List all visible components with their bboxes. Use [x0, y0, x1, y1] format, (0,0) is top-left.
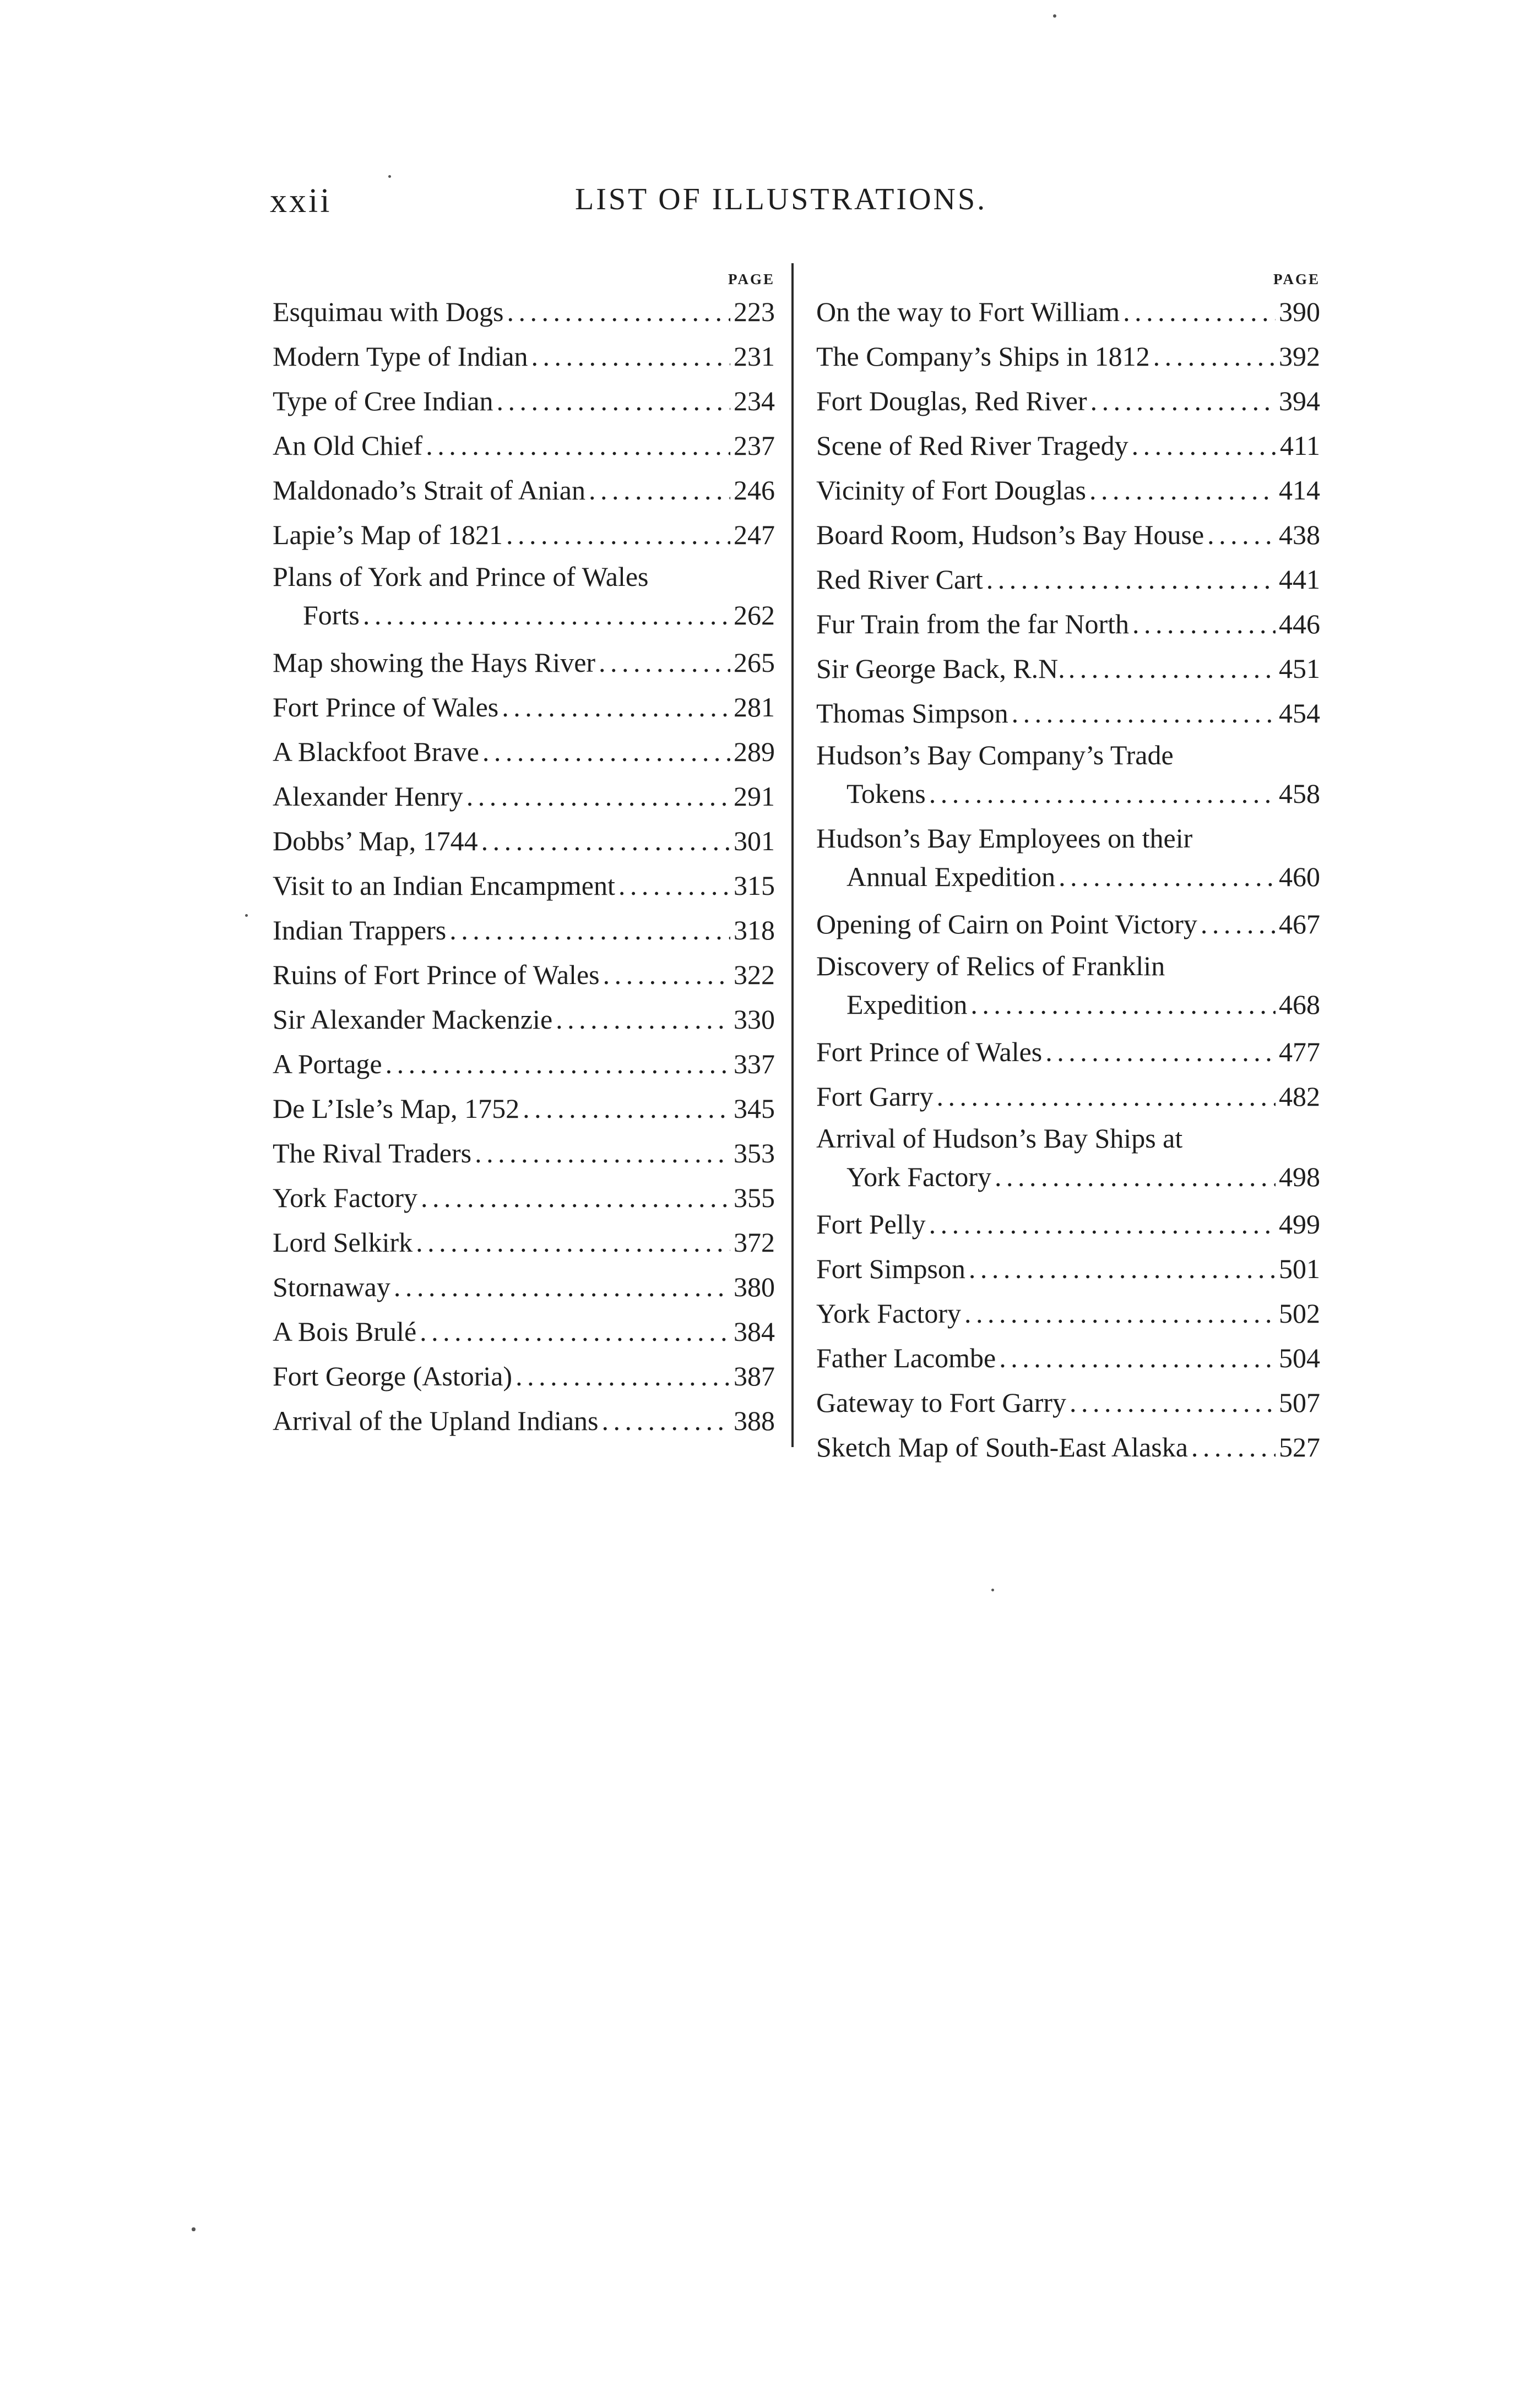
- page-column-label: PAGE: [728, 271, 775, 287]
- illustration-entry: [816, 1291, 1320, 1336]
- entry-title: York Factory: [816, 1298, 961, 1329]
- entry-page-number: 281: [734, 692, 775, 722]
- illustration-entry: [816, 379, 1320, 423]
- illustration-entry: [273, 640, 775, 685]
- illustration-entry: [273, 685, 775, 730]
- illustration-entry: [816, 557, 1320, 602]
- entry-page-number: 504: [1279, 1342, 1320, 1373]
- entry-title-continuation: Tokens: [846, 778, 926, 809]
- entry-title: On the way to Fort William: [816, 296, 1120, 327]
- dot-leader: [497, 379, 730, 423]
- illustration-entry: [273, 334, 775, 379]
- illustration-entry: [816, 1202, 1320, 1247]
- dot-leader: [1153, 334, 1276, 379]
- dot-leader: [1207, 513, 1276, 557]
- dot-leader: [416, 1220, 730, 1265]
- entry-page-number: 454: [1279, 698, 1320, 729]
- dot-leader: [1201, 902, 1276, 947]
- column-divider: [791, 263, 794, 1447]
- dot-leader: [599, 640, 730, 685]
- illustration-entry: [816, 736, 1320, 819]
- entry-page-number: 237: [734, 430, 775, 461]
- paper-speck: [1053, 14, 1056, 18]
- dot-leader: [481, 819, 730, 863]
- paper-speck: [245, 914, 248, 917]
- entry-page-number: 467: [1279, 909, 1320, 939]
- entry-page-number: 499: [1279, 1209, 1320, 1240]
- entry-title-continuation-line: [816, 985, 1320, 1024]
- entry-title: Alexander Henry: [273, 781, 463, 812]
- dot-leader: [1132, 423, 1277, 468]
- entry-page-number: 247: [734, 519, 775, 550]
- dot-leader: [603, 953, 730, 997]
- dot-leader: [929, 774, 1276, 813]
- entry-page-number: 441: [1279, 564, 1320, 595]
- entry-title: Lord Selkirk: [273, 1227, 413, 1258]
- dot-leader: [394, 1265, 730, 1309]
- entry-page-number: 384: [734, 1316, 775, 1347]
- entry-title: Hudson’s Bay Employees on their: [816, 823, 1193, 854]
- entry-title: Map showing the Hays River: [273, 647, 596, 678]
- illustration-entry: [816, 513, 1320, 557]
- page-title: LIST OF ILLUSTRATIONS.: [575, 182, 987, 216]
- entry-title: A Portage: [273, 1048, 382, 1079]
- illustration-entry: [273, 1220, 775, 1265]
- entry-page-number: 301: [734, 825, 775, 856]
- entry-title: The Rival Traders: [273, 1138, 472, 1168]
- entry-title: Ruins of Fort Prince of Wales: [273, 959, 600, 990]
- entry-page-number: 262: [734, 600, 775, 630]
- entry-page-number: 380: [734, 1271, 775, 1302]
- illustration-entry: [273, 1399, 775, 1443]
- dot-leader: [523, 1086, 730, 1131]
- entry-title: Thomas Simpson: [816, 698, 1008, 729]
- illustration-entry: [816, 819, 1320, 902]
- entry-title: An Old Chief: [273, 430, 423, 461]
- entry-page-number: 246: [734, 475, 775, 505]
- dot-leader: [1068, 646, 1276, 691]
- illustration-entry: [816, 1119, 1320, 1202]
- illustration-entry: [273, 379, 775, 423]
- entry-title: Fort Douglas, Red River: [816, 385, 1087, 416]
- dot-leader: [602, 1399, 730, 1443]
- illustration-entry: [816, 423, 1320, 468]
- dot-leader: [1070, 1380, 1276, 1425]
- entry-page-number: 498: [1279, 1161, 1320, 1192]
- right-column: [816, 269, 1320, 1470]
- dot-leader: [964, 1291, 1276, 1336]
- illustration-entry: [273, 1131, 775, 1176]
- illustration-entry: [273, 290, 775, 334]
- entry-page-number: 234: [734, 385, 775, 416]
- entry-title: Opening of Cairn on Point Victory: [816, 909, 1197, 939]
- entry-title: Arrival of Hudson’s Bay Ships at: [816, 1123, 1183, 1154]
- entry-title: York Factory: [273, 1182, 417, 1213]
- entry-page-number: 458: [1279, 778, 1320, 809]
- entry-page-number: 289: [734, 736, 775, 767]
- entry-page-number: 446: [1279, 608, 1320, 639]
- illustration-entry: [273, 557, 775, 640]
- dot-leader: [969, 1247, 1276, 1291]
- entry-title: Fort Simpson: [816, 1253, 965, 1284]
- illustration-entry: [816, 947, 1320, 1030]
- entry-title: Type of Cree Indian: [273, 385, 493, 416]
- entry-title: Dobbs’ Map, 1744: [273, 825, 478, 856]
- dot-leader: [970, 985, 1276, 1024]
- illustration-entry: [273, 908, 775, 953]
- entry-title: Esquimau with Dogs: [273, 296, 504, 327]
- dot-leader: [363, 596, 730, 634]
- entry-title: Fort Garry: [816, 1081, 934, 1112]
- illustration-entry: [273, 513, 775, 557]
- illustration-entry: [816, 1030, 1320, 1074]
- illustration-entry: [273, 997, 775, 1042]
- entry-page-number: 414: [1279, 475, 1320, 505]
- entry-title: The Company’s Ships in 1812: [816, 341, 1150, 372]
- dot-leader: [482, 730, 730, 774]
- entry-page-number: 291: [734, 781, 775, 812]
- dot-leader: [466, 774, 730, 819]
- left-column: [273, 269, 775, 1443]
- dot-leader: [502, 685, 730, 730]
- entry-title: Vicinity of Fort Douglas: [816, 475, 1087, 505]
- entry-title: Plans of York and Prince of Wales: [273, 561, 649, 592]
- dot-leader: [556, 997, 730, 1042]
- entry-title: Scene of Red River Tragedy: [816, 430, 1128, 461]
- entry-list: [816, 290, 1320, 1470]
- illustration-entry: [273, 863, 775, 908]
- illustration-entry: [273, 1265, 775, 1309]
- entry-title: Fort George (Astoria): [273, 1361, 513, 1391]
- dot-leader: [426, 423, 730, 468]
- entry-page-number: 337: [734, 1048, 775, 1079]
- illustration-entry: [273, 774, 775, 819]
- illustration-entry: [273, 819, 775, 863]
- entry-page-number: 322: [734, 959, 775, 990]
- entry-page-number: 223: [734, 296, 775, 327]
- dot-leader: [1090, 379, 1276, 423]
- illustration-entry: [816, 691, 1320, 736]
- entry-page-number: 502: [1279, 1298, 1320, 1329]
- entry-title: Hudson’s Bay Company’s Trade: [816, 740, 1174, 770]
- illustration-entry: [816, 290, 1320, 334]
- entry-page-number: 501: [1279, 1253, 1320, 1284]
- entry-page-number: 355: [734, 1182, 775, 1213]
- entry-page-number: 451: [1279, 653, 1320, 684]
- entry-page-number: 507: [1279, 1387, 1320, 1418]
- entry-title: Gateway to Fort Garry: [816, 1387, 1067, 1418]
- page-column-label: PAGE: [1273, 271, 1320, 287]
- dot-leader: [1191, 1425, 1276, 1470]
- entry-title: Sketch Map of South-East Alaska: [816, 1432, 1188, 1463]
- entry-title-continuation: Forts: [303, 600, 360, 630]
- entry-title: Fur Train from the far North: [816, 608, 1129, 639]
- illustration-entry: [816, 1074, 1320, 1119]
- dot-leader: [986, 557, 1276, 602]
- entry-page-number: 388: [734, 1405, 775, 1436]
- entry-page-number: 477: [1279, 1036, 1320, 1067]
- paper-speck: [991, 1589, 994, 1591]
- dot-leader: [475, 1131, 730, 1176]
- illustration-entry: [273, 1309, 775, 1354]
- entry-page-number: 353: [734, 1138, 775, 1168]
- entry-title-continuation-line: [273, 596, 775, 634]
- illustration-entry: [273, 1042, 775, 1086]
- entry-title: Fort Pelly: [816, 1209, 926, 1240]
- illustration-entry: [273, 423, 775, 468]
- entry-page-number: 265: [734, 647, 775, 678]
- entry-page-number: 394: [1279, 385, 1320, 416]
- entry-title: Stornaway: [273, 1271, 390, 1302]
- entry-title-continuation: York Factory: [846, 1161, 991, 1192]
- entry-title: Visit to an Indian Encampment: [273, 870, 615, 901]
- dot-leader: [995, 1157, 1276, 1196]
- dot-leader: [1045, 1030, 1276, 1074]
- entry-title: Discovery of Relics of Franklin: [816, 950, 1165, 981]
- illustration-entry: [273, 953, 775, 997]
- dot-leader: [531, 334, 730, 379]
- entry-page-number: 387: [734, 1361, 775, 1391]
- entry-title: Lapie’s Map of 1821: [273, 519, 503, 550]
- entry-title: De L’Isle’s Map, 1752: [273, 1093, 520, 1124]
- page-number: xxii: [270, 182, 332, 220]
- entry-title: Arrival of the Upland Indians: [273, 1405, 599, 1436]
- dot-leader: [618, 863, 730, 908]
- entry-title: Maldonado’s Strait of Anian: [273, 475, 585, 505]
- entry-title: Red River Cart: [816, 564, 983, 595]
- dot-leader: [936, 1074, 1276, 1119]
- entry-title-continuation-line: [816, 857, 1320, 896]
- illustration-entry: [816, 902, 1320, 947]
- illustration-entry: [816, 468, 1320, 513]
- entry-title-continuation: Annual Expedition: [846, 861, 1056, 892]
- dot-leader: [999, 1336, 1276, 1380]
- entry-title: Father Lacombe: [816, 1342, 996, 1373]
- entry-page-number: 392: [1279, 341, 1320, 372]
- entry-list: [273, 290, 775, 1443]
- entry-page-number: 390: [1279, 296, 1320, 327]
- paper-speck: [388, 175, 391, 178]
- dot-leader: [1059, 857, 1276, 896]
- entry-page-number: 460: [1279, 861, 1320, 892]
- dot-leader: [515, 1354, 730, 1399]
- entry-title: Indian Trappers: [273, 915, 447, 945]
- illustration-entry: [816, 1380, 1320, 1425]
- entry-title: A Blackfoot Brave: [273, 736, 479, 767]
- entry-page-number: 482: [1279, 1081, 1320, 1112]
- entry-page-number: 468: [1279, 989, 1320, 1020]
- dot-leader: [421, 1176, 730, 1220]
- dot-leader: [1089, 468, 1276, 513]
- entry-title: Fort Prince of Wales: [273, 692, 499, 722]
- entry-page-number: 231: [734, 341, 775, 372]
- dot-leader: [506, 513, 730, 557]
- dot-leader: [507, 290, 730, 334]
- illustration-entry: [816, 602, 1320, 646]
- dot-leader: [589, 468, 730, 513]
- dot-leader: [420, 1309, 730, 1354]
- entry-page-number: 372: [734, 1227, 775, 1258]
- entry-title: Fort Prince of Wales: [816, 1036, 1043, 1067]
- page-header: [270, 182, 1316, 231]
- entry-title: Sir George Back, R.N.: [816, 653, 1065, 684]
- illustration-entry: [816, 646, 1320, 691]
- dot-leader: [1123, 290, 1276, 334]
- illustration-entry: [816, 334, 1320, 379]
- dot-leader: [386, 1042, 730, 1086]
- entry-title-continuation: Expedition: [846, 989, 968, 1020]
- illustration-entry: [273, 1354, 775, 1399]
- dot-leader: [449, 908, 730, 953]
- entry-title: Sir Alexander Mackenzie: [273, 1004, 553, 1035]
- dot-leader: [929, 1202, 1276, 1247]
- entry-page-number: 345: [734, 1093, 775, 1124]
- illustration-entry: [816, 1336, 1320, 1380]
- illustration-entry: [273, 1176, 775, 1220]
- illustration-entry: [273, 468, 775, 513]
- entry-title: Board Room, Hudson’s Bay House: [816, 519, 1204, 550]
- illustration-entry: [816, 1247, 1320, 1291]
- illustration-entry: [273, 1086, 775, 1131]
- entry-page-number: 411: [1279, 430, 1320, 461]
- entry-title: Modern Type of Indian: [273, 341, 528, 372]
- entry-page-number: 315: [734, 870, 775, 901]
- entry-page-number: 527: [1279, 1432, 1320, 1463]
- dot-leader: [1012, 691, 1276, 736]
- paper-speck: [192, 2227, 196, 2231]
- entry-page-number: 318: [734, 915, 775, 945]
- illustration-entry: [816, 1425, 1320, 1470]
- entry-title: A Bois Brulé: [273, 1316, 417, 1347]
- entry-title-continuation-line: [816, 774, 1320, 813]
- entry-page-number: 438: [1279, 519, 1320, 550]
- dot-leader: [1132, 602, 1276, 646]
- entry-page-number: 330: [734, 1004, 775, 1035]
- entry-title-continuation-line: [816, 1157, 1320, 1196]
- illustration-entry: [273, 730, 775, 774]
